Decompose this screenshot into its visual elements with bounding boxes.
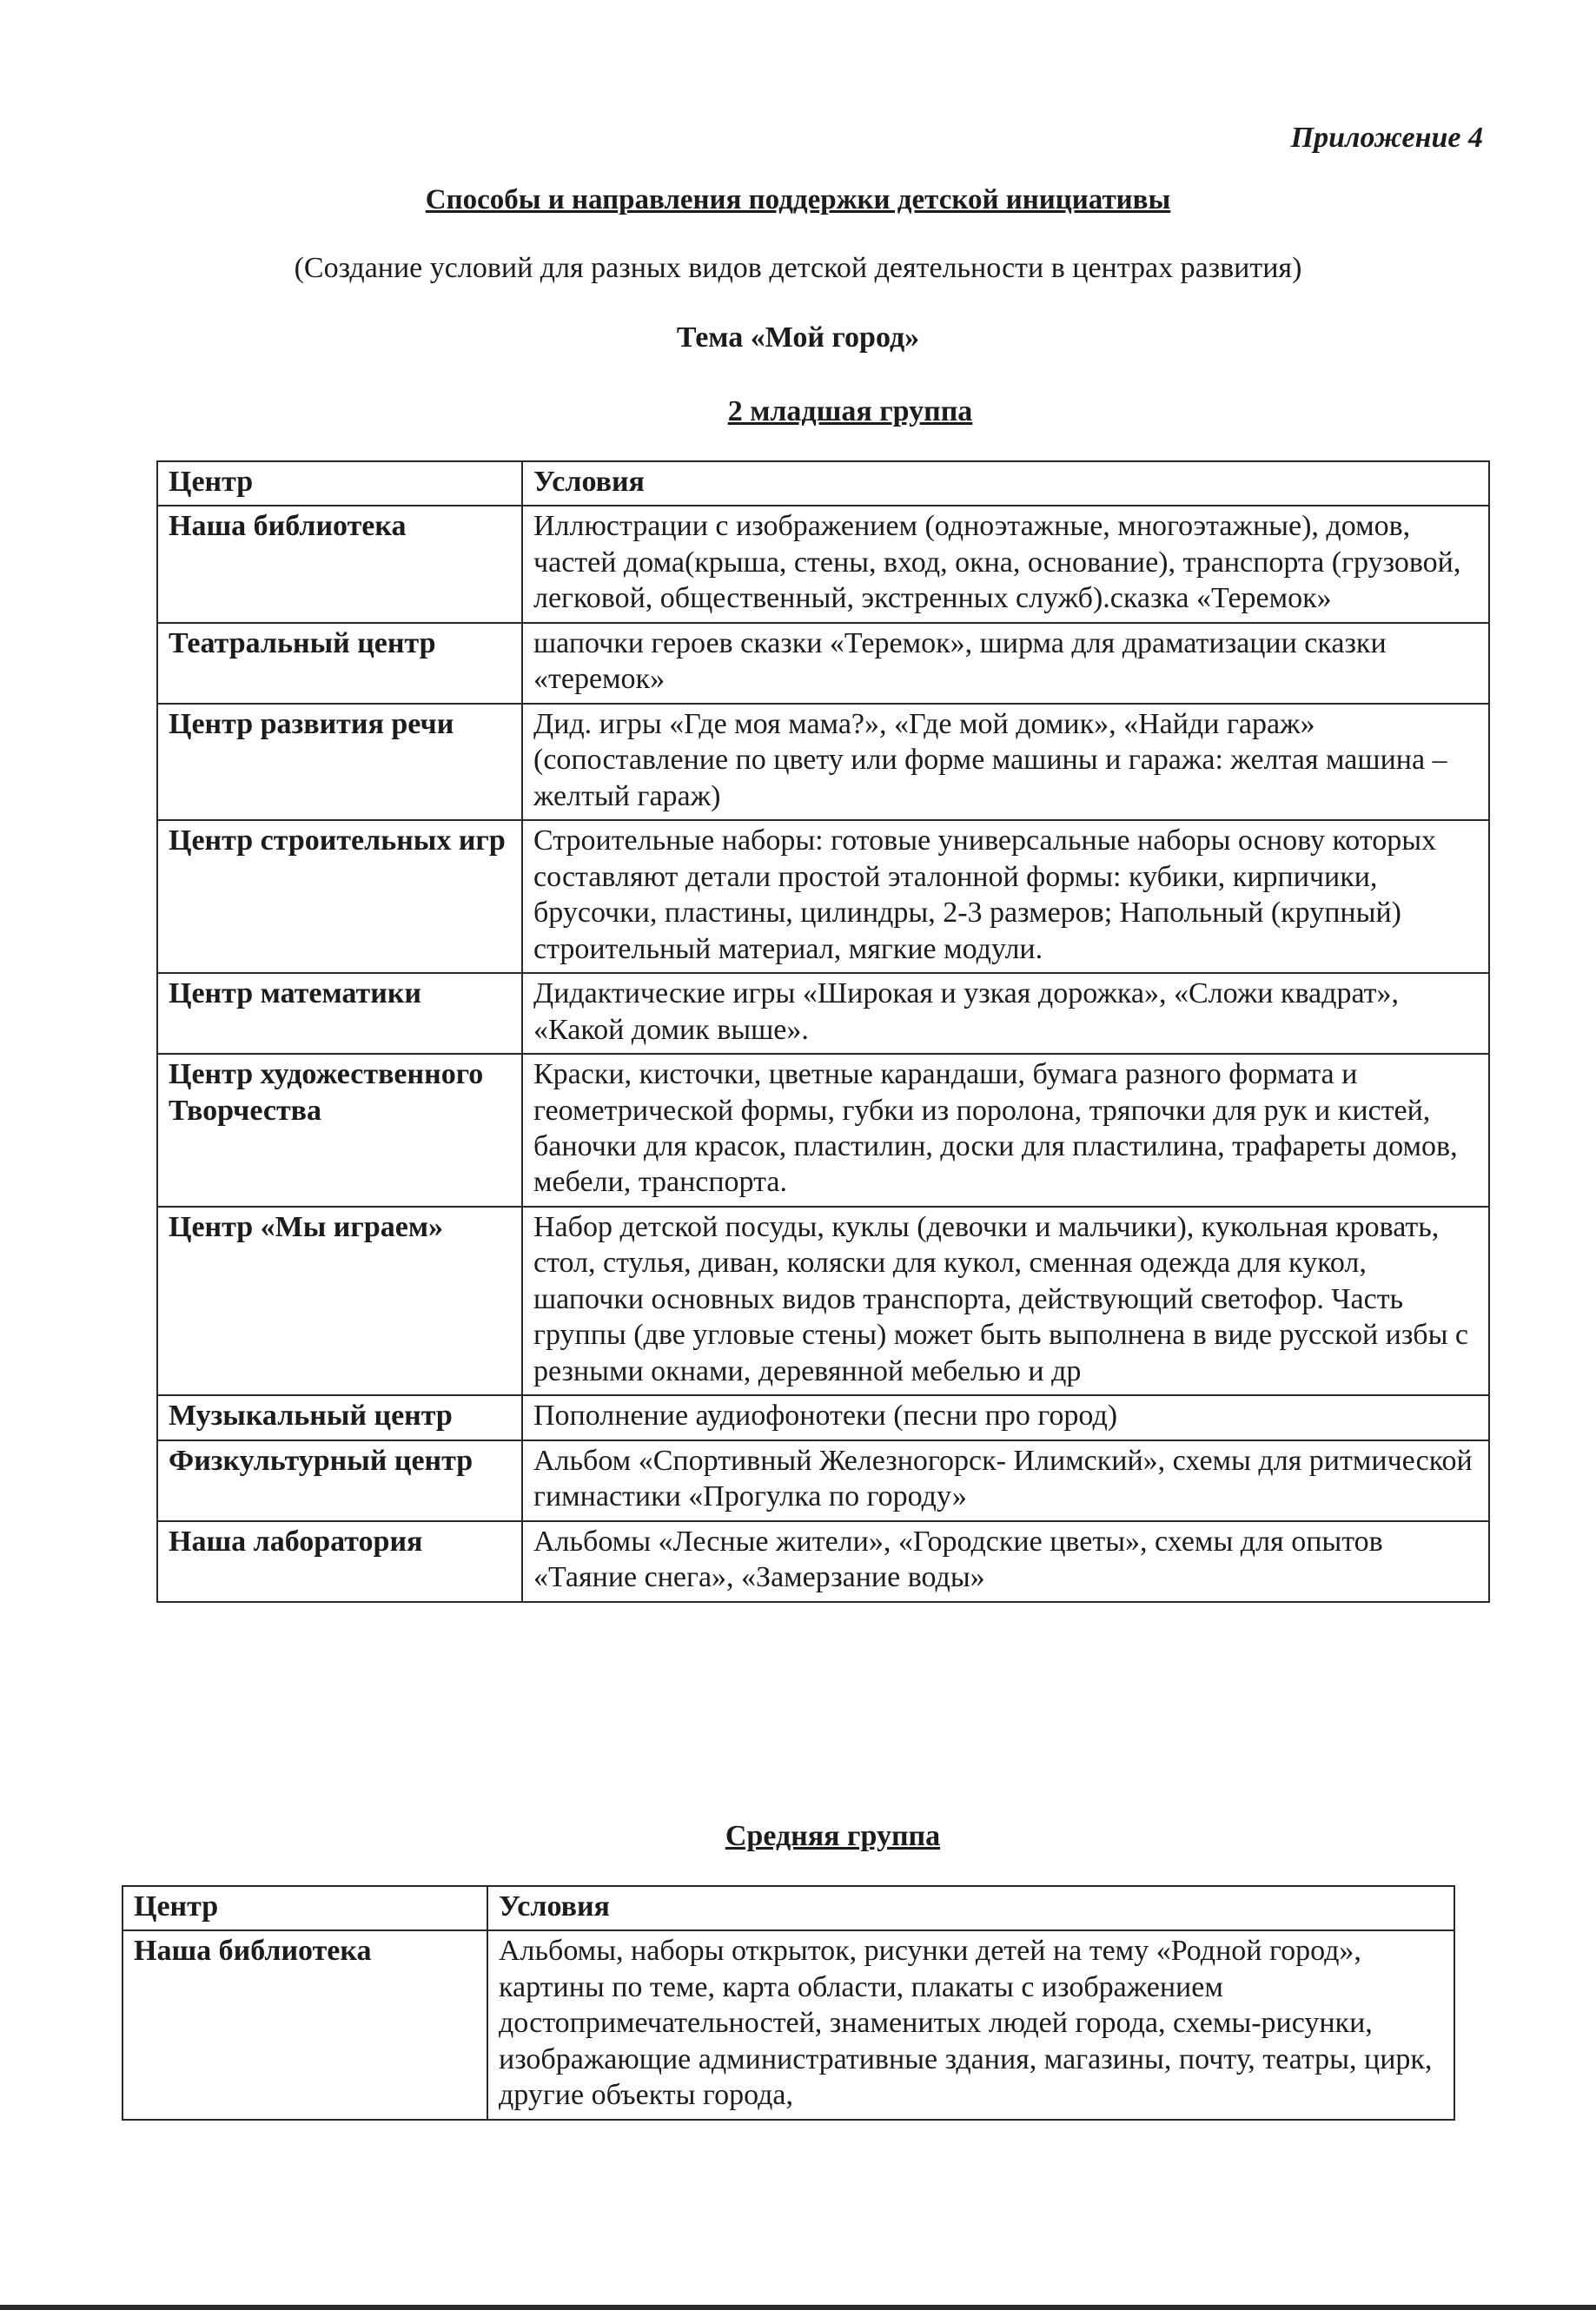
- table-row: [157, 506, 1489, 622]
- center-conditions: Иллюстрации с изображением (одноэтажные, многоэтажные), домов, частей дома(крыша, стены, вход, окна, основание), транспорта (грузовой, легковой, общественный, экстренных служб).сказка «Теремок»: [522, 506, 1489, 622]
- scan-edge-divider: [0, 2305, 1596, 2310]
- table-row: [157, 820, 1489, 973]
- center-name: Музыкальный центр: [157, 1395, 522, 1440]
- group-heading-middle: Средняя группа: [725, 1820, 941, 1852]
- center-conditions: Альбом «Спортивный Железногорск- Илимский», схемы для ритмической гимнастики «Прогулка по городу»: [522, 1440, 1489, 1521]
- theme-heading: Тема «Мой город»: [676, 321, 920, 354]
- center-conditions: Строительные наборы: готовые универсальные наборы основу которых составляют детали простой эталонной формы: кубики, кирпичики, брусочки, пластины, цилиндры, 2-3 размеров; Напольный (крупный) строительный материал, мягкие модули.: [522, 820, 1489, 973]
- table-header-row: [157, 461, 1489, 506]
- center-name: Центр строительных игр: [157, 820, 522, 973]
- appendix-label: Приложение 4: [1290, 122, 1483, 154]
- center-name: Центр математики: [157, 973, 522, 1054]
- document-title: Способы и направления поддержки детской инициативы: [425, 184, 1171, 215]
- table-row: [123, 1930, 1454, 2119]
- center-name: Центр развития речи: [157, 704, 522, 820]
- table-row: [157, 1395, 1489, 1440]
- table-header-row: [123, 1886, 1454, 1930]
- center-name: Наша библиотека: [157, 506, 522, 622]
- center-conditions: Дид. игры «Где моя мама?», «Где мой домик», «Найди гараж» (сопоставление по цвету или форме машины и гаража: желтая машина – желтый гараж): [522, 704, 1489, 820]
- table-row: [157, 1440, 1489, 1521]
- center-name: Наша библиотека: [123, 1930, 487, 2119]
- center-name: Театральный центр: [157, 623, 522, 704]
- column-header-center: Центр: [157, 461, 522, 506]
- center-name: Центр «Мы играем»: [157, 1207, 522, 1395]
- column-header-center: Центр: [123, 1886, 487, 1930]
- center-name: Наша лаборатория: [157, 1521, 522, 1602]
- table-row: [157, 1054, 1489, 1207]
- table-row: [157, 1521, 1489, 1602]
- table-row: [157, 704, 1489, 820]
- group-heading-junior: 2 младшая группа: [727, 395, 973, 427]
- center-conditions: шапочки героев сказки «Теремок», ширма для драматизации сказки «теремок»: [522, 623, 1489, 704]
- table-row: [157, 1207, 1489, 1395]
- column-header-conditions: Условия: [522, 461, 1489, 506]
- center-conditions: Дидактические игры «Широкая и узкая дорожка», «Сложи квадрат», «Какой домик выше».: [522, 973, 1489, 1054]
- table-row: [157, 973, 1489, 1054]
- center-conditions: Альбомы «Лесные жители», «Городские цветы», схемы для опытов «Таяние снега», «Замерзание воды»: [522, 1521, 1489, 1602]
- center-name: Физкультурный центр: [157, 1440, 522, 1521]
- centers-table-middle: [122, 1885, 1455, 2121]
- column-header-conditions: Условия: [487, 1886, 1454, 1930]
- center-conditions: Набор детской посуды, куклы (девочки и мальчики), кукольная кровать, стол, стулья, диван, коляски для кукол, сменная одежда для кукол, шапочки основных видов транспорта, действующий светофор. Часть группы (две угловые стены) может быть выполнена в виде русской избы с резными окнами, деревянной мебелью и др: [522, 1207, 1489, 1395]
- centers-table-junior: [156, 460, 1490, 1603]
- center-conditions: Пополнение аудиофонотеки (песни про город): [522, 1395, 1489, 1440]
- center-conditions: Краски, кисточки, цветные карандаши, бумага разного формата и геометрической формы, губки из поролона, тряпочки для рук и кистей, баночки для красок, пластилин, доски для пластилина, трафареты домов, мебели, транспорта.: [522, 1054, 1489, 1207]
- table-row: [157, 623, 1489, 704]
- document-subtitle: (Создание условий для разных видов детской деятельности в центрах развития): [294, 252, 1302, 284]
- center-conditions: Альбомы, наборы открыток, рисунки детей на тему «Родной город», картины по теме, карта области, плакаты с изображением достопримечательностей, знаменитых людей города, схемы-рисунки, изображающие административные здания, магазины, почту, театры, цирк, другие объекты города,: [487, 1930, 1454, 2119]
- center-name: Центр художественного Творчества: [157, 1054, 522, 1207]
